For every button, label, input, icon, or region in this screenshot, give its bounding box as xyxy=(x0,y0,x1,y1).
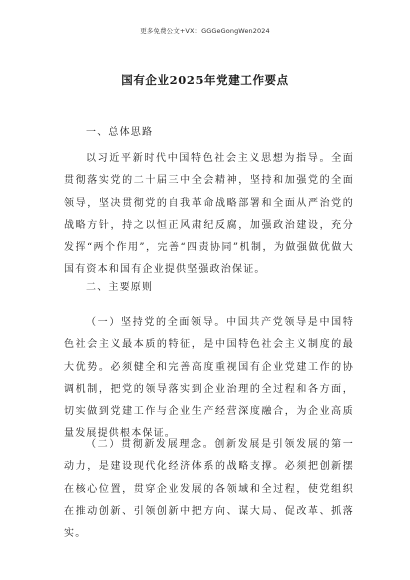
section-heading-2: 二、主要原则 xyxy=(86,282,154,293)
section-2-paragraph-2: （二）贯彻新发展理念。创新发展是引领发展的第一动力，是建设现代化经济体系的战略支撑。必须把创新摆在核心位置，贯穿企业发展的各领域和全过程，使党组织在推动创新、引领创新中把方向、谋大局、促改革、抓落实。 xyxy=(64,439,354,540)
section-1-paragraph-1: 以习近平新时代中国特色社会主义思想为指导。全面贯彻落实党的二十届三中全会精神，坚持和加强党的全面领导，坚决贯彻党的自我革命战略部署和全面从严治党的战略方针，持之以恒正风肃纪反腐，加强政治建设，充分发挥“两个作用”，完善“四责协同”机制，为做强做优做大国有资本和国有企业提供坚强政治保证。 xyxy=(64,153,354,276)
section-2-paragraph-1: （一）坚持党的全面领导。中国共产党领导是中国特色社会主义最本质的特征，是中国特色社会主义制度的最大优势。必须健全和完善高度重视国有企业党建工作的协调机制，把党的领导落实到企业治理的全过程和各方面，切实做到党建工作与企业生产经营深度融合，为企业高质量发展提供根本保证。 xyxy=(64,317,354,440)
document-title: 国有企业2025年党建工作要点 xyxy=(121,73,289,87)
header-note: 更多免费公文+VX：GGGeGongWen2024 xyxy=(140,27,270,35)
section-heading-1: 一、总体思路 xyxy=(86,127,154,138)
